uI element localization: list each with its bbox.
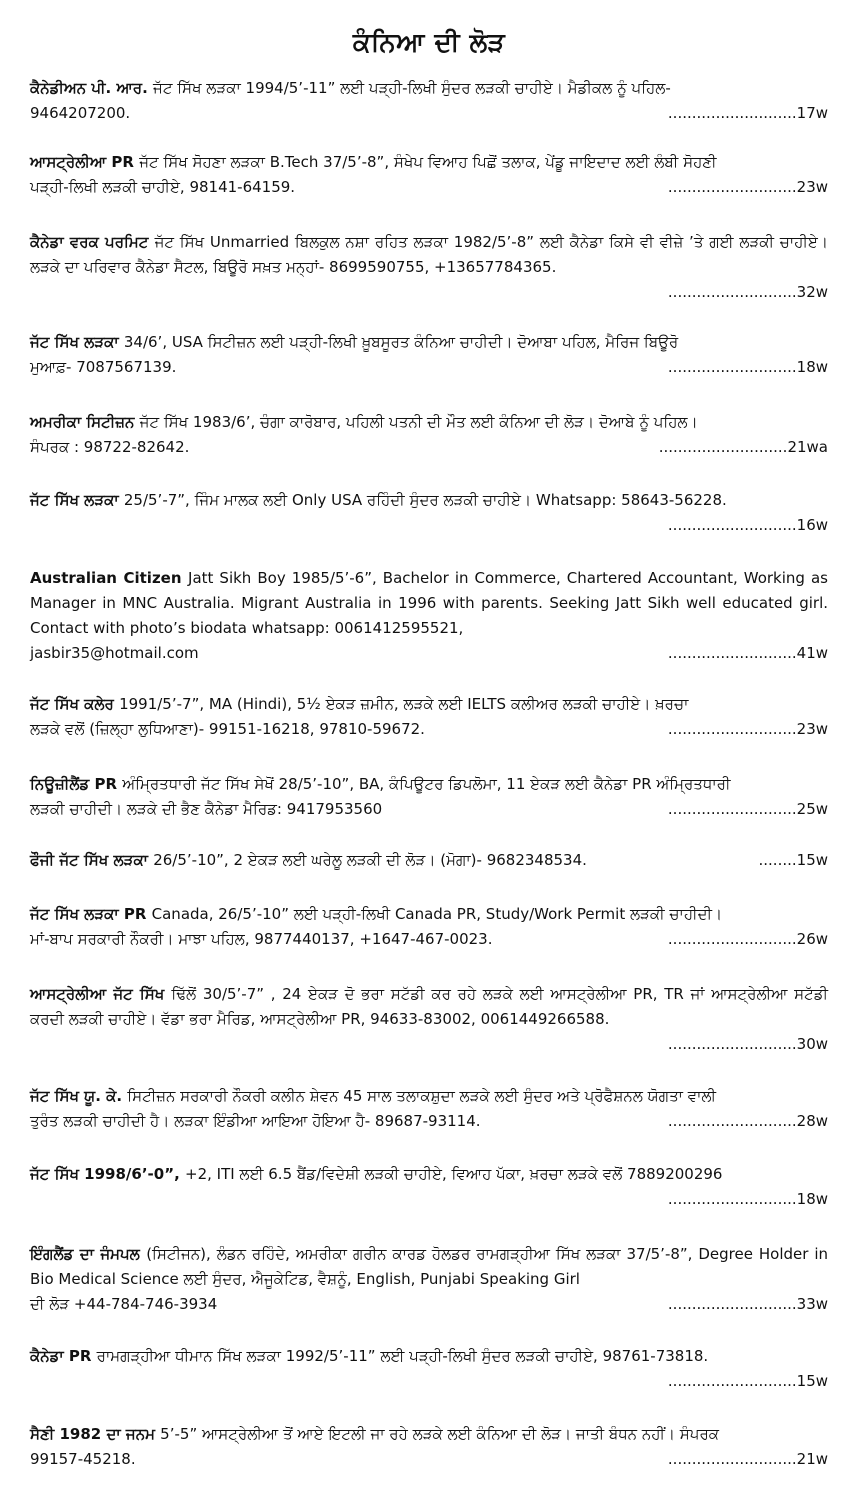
ad-item: [30, 692, 828, 742]
ad-code: ...........................41w: [667, 644, 828, 662]
ad-code: ...........................15w: [667, 1372, 828, 1390]
ad-last-line: ਤੁਰੰਤ ਲੜਕੀ ਚਾਹੀਦੀ ਹੈ। ਲੜਕਾ ਇੰਡੀਆ ਆਇਆ ਹੋਇਆ ਹੈ- 89687-93114.: [30, 1112, 481, 1130]
ad-item: [30, 410, 828, 460]
ad-text: 25/5’-7”, ਜਿੰਮ ਮਾਲਕ ਲਈ Only USA ਰਹਿੰਦੀ ਸੁੰਦਰ ਲੜਕੀ ਚਾਹੀਏ। Whatsapp: 58643-56228.: [123, 491, 727, 509]
ad-item: [30, 330, 828, 380]
ad-item: [30, 76, 828, 126]
ad-item: [30, 848, 828, 873]
ad-lead: Australian Citizen: [30, 569, 189, 587]
ad-lead: ਜੱਟ ਸਿੱਖ ਲੜਕਾ: [30, 333, 124, 351]
ad-item: [30, 1422, 828, 1472]
ad-last-line: ਦੀ ਲੋੜ +44-784-746-3934: [30, 1295, 218, 1313]
ad-item: [30, 982, 828, 1057]
ad-last-line: ਮਾਂ-ਬਾਪ ਸਰਕਾਰੀ ਨੌਕਰੀ। ਮਾਝਾ ਪਹਿਲ, 9877440137, +1647-467-0023.: [30, 930, 493, 948]
ad-last-line: ਪੜ੍ਹੀ-ਲਿਖੀ ਲੜਕੀ ਚਾਹੀਏ, 98141-64159.: [30, 178, 296, 196]
ad-lead: ਕੈਨੇਡਾ ਵਰਕ ਪਰਮਿਟ: [30, 233, 155, 251]
ad-last-line: 26/5’-10”, 2 ਏਕੜ ਲਈ ਘਰੇਲੂ ਲੜਕੀ ਦੀ ਲੋੜ। (ਮੋਗਾ)- 9682348534.: [153, 851, 587, 869]
ad-lead: ਜੱਟ ਸਿੱਖ ਲੜਕਾ: [30, 491, 124, 509]
ad-text: ਜੱਟ ਸਿੱਖ ਲੜਕਾ 1994/5’-11” ਲਈ ਪੜ੍ਹੀ-ਲਿਖੀ ਸੁੰਦਰ ਲੜਕੀ ਚਾਹੀਏ। ਮੈਡੀਕਲ ਨੂੰ ਪਹਿਲ-: [153, 79, 671, 97]
ad-lead: ਫੌਜੀ ਜੱਟ ਸਿੱਖ ਲੜਕਾ: [30, 851, 154, 869]
ad-text: 1991/5’-7”, MA (Hindi), 5½ ਏਕੜ ਜ਼ਮੀਨ, ਲੜਕੇ ਲਈ IELTS ਕਲੀਅਰ ਲੜਕੀ ਚਾਹੀਏ। ਖ਼ਰਚਾ: [119, 695, 689, 713]
ad-lead: ਇੰਗਲੈਂਡ ਦਾ ਜੰਮਪਲ: [30, 1245, 147, 1263]
ad-code: ...........................26w: [667, 930, 828, 948]
ad-lead: ਕੈਨੇਡਾ PR: [30, 1347, 97, 1365]
ad-text: ਅੰਮ੍ਰਿਤਧਾਰੀ ਜੱਟ ਸਿੱਖ ਸੇਖੋਂ 28/5’-10”, BA, ਕੰਪਿਊਟਰ ਡਿਪਲੋਮਾ, 11 ਏਕੜ ਲਈ ਕੈਨੇਡਾ PR ਅੰਮ੍ਰਿਤਧਾਰੀ: [122, 775, 731, 793]
ad-text: 5’-5” ਆਸਟ੍ਰੇਲੀਆ ਤੋਂ ਆਏ ਇਟਲੀ ਜਾ ਰਹੇ ਲੜਕੇ ਲਈ ਕੰਨਿਆ ਦੀ ਲੋੜ। ਜਾਤੀ ਬੰਧਨ ਨਹੀਂ। ਸੰਪਰਕ: [160, 1425, 719, 1443]
ad-code: ...........................23w: [667, 178, 828, 196]
ad-last-line: 99157-45218.: [30, 1450, 136, 1468]
ad-lead: ਜੱਟ ਸਿੱਖ ਕਲੇਰ: [30, 695, 120, 713]
ad-code: ...........................30w: [667, 1035, 828, 1053]
ad-text: (ਸਿਟੀਜਨ), ਲੰਡਨ ਰਹਿੰਦੇ, ਅਮਰੀਕਾ ਗਰੀਨ ਕਾਰਡ ਹੋਲਡਰ ਰਾਮਗੜ੍ਹੀਆ ਸਿੱਖ ਲੜਕਾ 37/5’-8”, Degree Holder in Bio Medical Science ਲਈ ਸੁੰਦਰ, ਐਜੂਕੇਟਿਡ, ਵੈਸ਼ਨੂੰ, English, Punjabi Speaking Girl: [30, 1245, 829, 1288]
ad-last-line: jasbir35@hotmail.com: [30, 644, 199, 662]
ad-lead: ਅਮਰੀਕਾ ਸਿਟੀਜ਼ਨ: [30, 413, 140, 431]
ad-last-line: ਸੰਪਰਕ : 98722-82642.: [30, 438, 190, 456]
ad-lead: ਆਸਟ੍ਰੇਲੀਆ PR: [30, 153, 140, 171]
ad-code: ...........................21w: [667, 1450, 828, 1468]
ad-last-line: ਲੜਕੇ ਵਲੋਂ (ਜ਼ਿਲ੍ਹਾ ਲੁਧਿਆਣਾ)- 99151-16218, 97810-59672.: [30, 720, 425, 738]
ad-item: [30, 566, 828, 666]
ad-text: Canada, 26/5’-10” ਲਈ ਪੜ੍ਹੀ-ਲਿਖੀ Canada PR, Study/Work Permit ਲੜਕੀ ਚਾਹੀਦੀ।: [151, 905, 723, 923]
ad-item: [30, 230, 828, 305]
ad-lead: ਨਿਊਜ਼ੀਲੈਂਡ PR: [30, 775, 123, 793]
ad-item: [30, 1344, 828, 1394]
ad-code: ...........................16w: [667, 516, 828, 534]
ad-text: ਜੱਟ ਸਿੱਖ Unmarried ਬਿਲਕੁਲ ਨਸ਼ਾ ਰਹਿਤ ਲੜਕਾ 1982/5’-8” ਲਈ ਕੈਨੇਡਾ ਕਿਸੇ ਵੀ ਵੀਜ਼ੇ ’ਤੇ ਗਈ ਲੜਕੀ ਚਾਹੀਏ। ਲੜਕੇ ਦਾ ਪਰਿਵਾਰ ਕੈਨੇਡਾ ਸੈਟਲ, ਬਿਊਰੋ ਸਖ਼ਤ ਮਨ੍ਹਾਂ- 8699590755, +13657784365.: [30, 233, 828, 276]
ad-last-line: 9464207200.: [30, 104, 131, 122]
ad-item: [30, 150, 828, 200]
ad-text: ਰਾਮਗੜ੍ਹੀਆ ਧੀਮਾਨ ਸਿੱਖ ਲੜਕਾ 1992/5’-11” ਲਈ ਪੜ੍ਹੀ-ਲਿਖੀ ਸੁੰਦਰ ਲੜਕੀ ਚਾਹੀਏ, 98761-73818.: [96, 1347, 709, 1365]
ad-last-line: ਮੁਆਫ਼- 7087567139.: [30, 358, 177, 376]
ad-lead: ਆਸਟ੍ਰੇਲੀਆ ਜੱਟ ਸਿੱਖ: [30, 985, 172, 1003]
ad-code: ...........................21wa: [658, 438, 828, 456]
ad-text: ਢਿੱਲੋਂ 30/5’-7” , 24 ਏਕੜ ਦੋ ਭਰਾ ਸਟੱਡੀ ਕਰ ਰਹੇ ਲੜਕੇ ਲਈ ਆਸਟ੍ਰੇਲੀਆ PR, TR ਜਾਂ ਆਸਟ੍ਰੇਲੀਆ ਸਟੱਡੀ ਕਰਦੀ ਲੜਕੀ ਚਾਹੀਏ। ਵੱਡਾ ਭਰਾ ਮੈਰਿਡ, ਆਸਟ੍ਰੇਲੀਆ PR, 94633-83002, 0061449266588.: [30, 985, 828, 1028]
ad-text: +2, ITI ਲਈ 6.5 ਬੈਂਡ/ਵਿਦੇਸ਼ੀ ਲੜਕੀ ਚਾਹੀਏ, ਵਿਆਹ ਪੱਕਾ, ਖ਼ਰਚਾ ਲੜਕੇ ਵਲੋਂ 7889200296: [185, 1165, 723, 1183]
ad-item: [30, 1084, 828, 1134]
ad-item: [30, 488, 828, 538]
ad-code: ...........................32w: [667, 283, 828, 301]
ad-text: ਸਿਟੀਜ਼ਨ ਸਰਕਾਰੀ ਨੌਕਰੀ ਕਲੀਨ ਸ਼ੇਵਨ 45 ਸਾਲ ਤਲਾਕਸ਼ੁਦਾ ਲੜਕੇ ਲਈ ਸੁੰਦਰ ਅਤੇ ਪ੍ਰੋਫੈਸ਼ਨਲ ਯੋਗਤਾ ਵਾਲੀ: [127, 1087, 717, 1105]
ad-text: ਜੱਟ ਸਿੱਖ 1983/6’, ਚੰਗਾ ਕਾਰੋਬਾਰ, ਪਹਿਲੀ ਪਤਨੀ ਦੀ ਮੌਤ ਲਈ ਕੰਨਿਆ ਦੀ ਲੋੜ। ਦੋਆਬੇ ਨੂੰ ਪਹਿਲ।: [139, 413, 698, 431]
ad-code: ...........................23w: [667, 720, 828, 738]
ad-code: ...........................17w: [667, 104, 828, 122]
ad-text: ਜੱਟ ਸਿੱਖ ਸੋਹਣਾ ਲੜਕਾ B.Tech 37/5’-8”, ਸੰਖੇਪ ਵਿਆਹ ਪਿਛੋਂ ਤਲਾਕ, ਪੇਂਡੂ ਜਾਇਦਾਦ ਲਈ ਲੰਬੀ ਸੋਹਣੀ: [139, 153, 717, 171]
ad-item: [30, 902, 828, 952]
ad-lead: ਜੱਟ ਸਿੱਖ ਯੂ. ਕੇ.: [30, 1087, 128, 1105]
ad-code: ........15w: [758, 851, 828, 869]
ad-text: Jatt Sikh Boy 1985/5’-6”, Bachelor in Commerce, Chartered Accountant, Working as Manager in MNC Australia. Migrant Australia in 1996 with parents. Seeking Jatt Sikh well educated girl. Contact with photo’s biodata whatsapp: 0061412595521,: [30, 569, 828, 637]
ad-item: [30, 1162, 828, 1212]
ad-code: ...........................28w: [667, 1112, 828, 1130]
ad-code: ...........................18w: [667, 358, 828, 376]
ad-item: [30, 1242, 828, 1317]
ad-item: [30, 772, 828, 822]
ad-code: ...........................25w: [667, 800, 828, 818]
ad-lead: ਜੱਟ ਸਿੱਖ ਲੜਕਾ PR: [30, 905, 152, 923]
ad-code: ...........................18w: [667, 1190, 828, 1208]
ad-text: 34/6’, USA ਸਿਟੀਜ਼ਨ ਲਈ ਪੜ੍ਹੀ-ਲਿਖੀ ਖ਼ੂਬਸੂਰਤ ਕੰਨਿਆ ਚਾਹੀਦੀ। ਦੋਆਬਾ ਪਹਿਲ, ਮੈਰਿਜ ਬਿਊਰੋ: [123, 333, 679, 351]
ad-lead: ਸੈਣੀ 1982 ਦਾ ਜਨਮ: [30, 1425, 161, 1443]
ad-last-line: ਲੜਕੀ ਚਾਹੀਦੀ। ਲੜਕੇ ਦੀ ਭੈਣ ਕੈਨੇਡਾ ਮੈਰਿਡ: 9417953560: [30, 800, 383, 818]
ad-lead: ਕੈਨੇਡੀਅਨ ਪੀ. ਆਰ.: [30, 79, 154, 97]
ad-code: ...........................33w: [667, 1295, 828, 1313]
page-title: ਕੰਨਿਆ ਦੀ ਲੋੜ: [352, 28, 506, 58]
ad-lead: ਜੱਟ ਸਿੱਖ 1998/6’-0”,: [30, 1165, 185, 1183]
